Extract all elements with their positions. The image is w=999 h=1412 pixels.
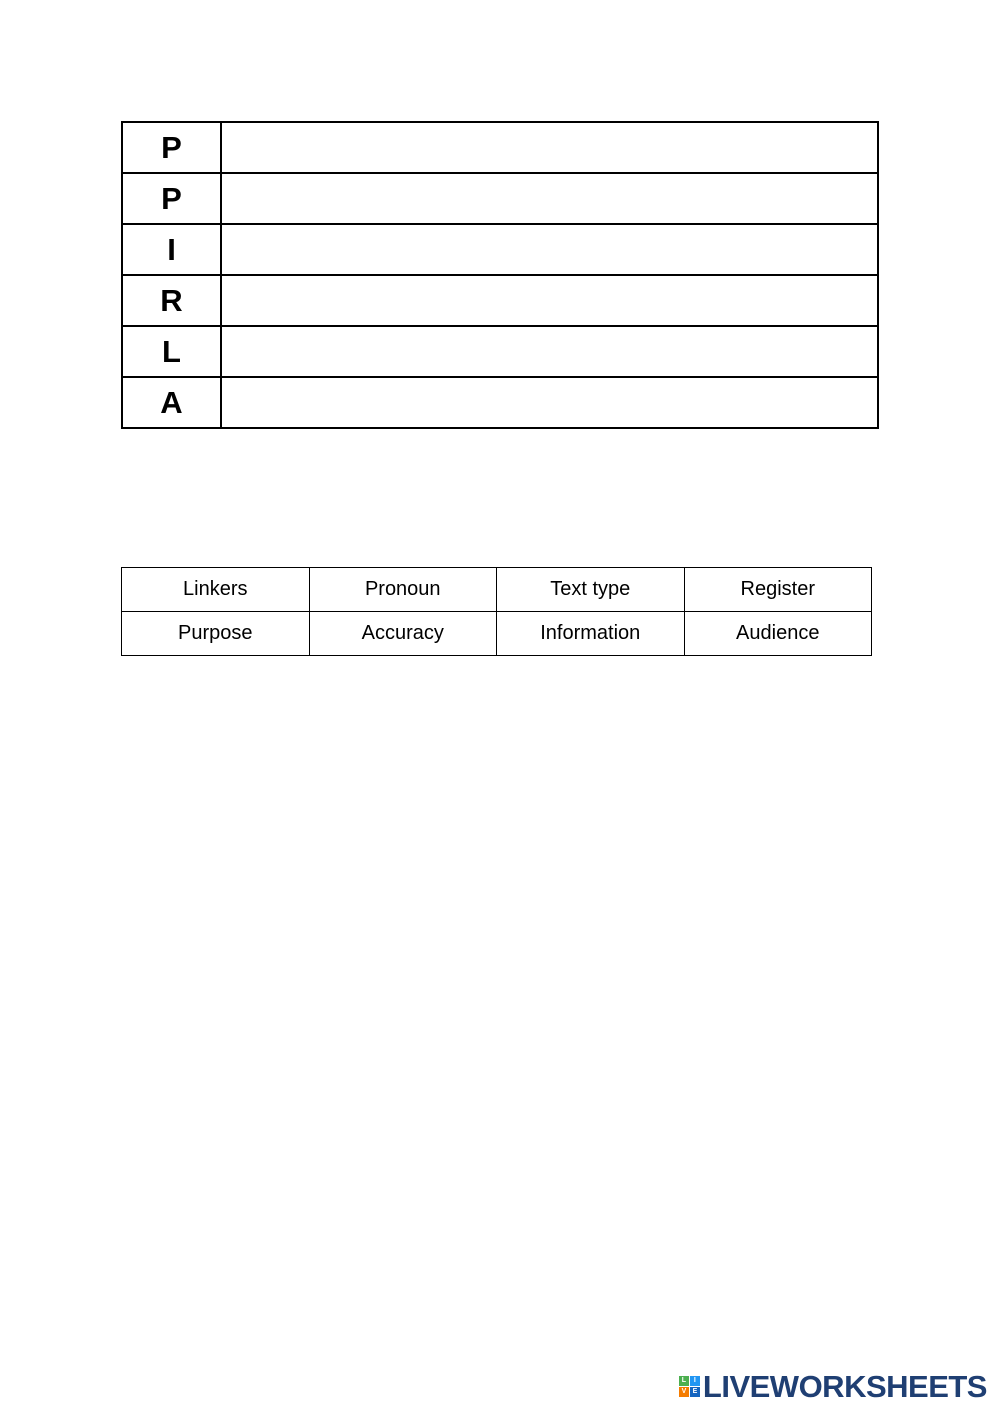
acronym-letter: L: [122, 326, 221, 377]
word-bank-cell: Linkers: [122, 568, 310, 612]
acronym-row: [122, 326, 878, 377]
acronym-answer-field[interactable]: [221, 224, 878, 275]
word-bank-table: [121, 567, 872, 656]
word-bank-row: [122, 568, 872, 612]
acronym-letter: A: [122, 377, 221, 428]
acronym-answer-field[interactable]: [221, 173, 878, 224]
logo-mark-tile: E: [690, 1387, 700, 1397]
word-bank-row: [122, 612, 872, 656]
acronym-letter: P: [122, 173, 221, 224]
word-bank-cell: Purpose: [122, 612, 310, 656]
word-bank-cell: Information: [497, 612, 685, 656]
acronym-row: [122, 224, 878, 275]
logo-text: LIVEWORKSHEETS: [702, 1369, 987, 1404]
liveworksheets-logo: [679, 1371, 987, 1402]
logo-mark-tile: L: [679, 1376, 689, 1386]
logo-mark-icon: [679, 1376, 700, 1397]
word-bank-cell: Text type: [497, 568, 685, 612]
acronym-row: [122, 173, 878, 224]
logo-mark-tile: V: [679, 1387, 689, 1397]
word-bank-cell: Accuracy: [309, 612, 497, 656]
acronym-row: [122, 122, 878, 173]
word-bank-cell: Audience: [684, 612, 872, 656]
acronym-letter: P: [122, 122, 221, 173]
acronym-answer-field[interactable]: [221, 377, 878, 428]
word-bank-cell: Register: [684, 568, 872, 612]
acronym-answer-field[interactable]: [221, 122, 878, 173]
acronym-answer-field[interactable]: [221, 275, 878, 326]
word-bank-cell: Pronoun: [309, 568, 497, 612]
acronym-row: [122, 377, 878, 428]
acronym-letter: I: [122, 224, 221, 275]
logo-mark-tile: I: [690, 1376, 700, 1386]
acronym-row: [122, 275, 878, 326]
acronym-table: [121, 121, 879, 429]
acronym-answer-field[interactable]: [221, 326, 878, 377]
acronym-letter: R: [122, 275, 221, 326]
